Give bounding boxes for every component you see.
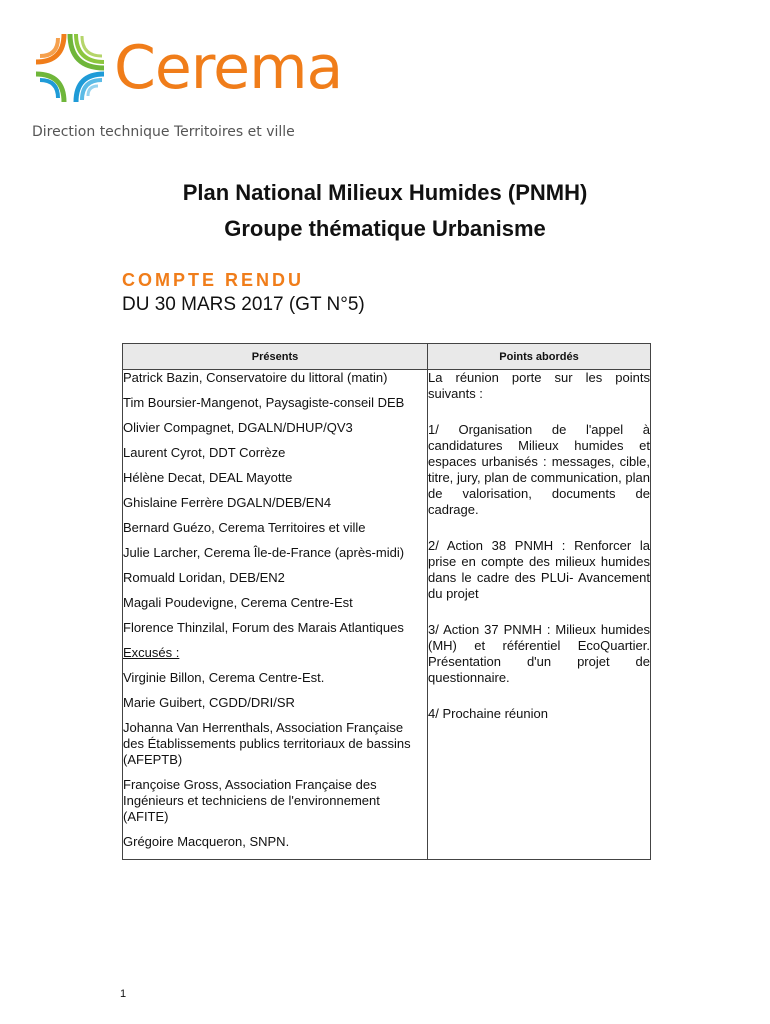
excuses-heading: Excusés : — [123, 645, 180, 660]
page-number: 1 — [120, 988, 127, 1000]
excused-item: Virginie Billon, Cerema Centre-Est. — [123, 670, 325, 685]
document-subtitle: Groupe thématique Urbanisme — [224, 216, 546, 241]
agenda-item: 2/ Action 38 PNMH : Renforcer la prise en compte des milieux humides dans le cadre des PLUi- Avancement du projet — [428, 538, 650, 601]
agenda-intro: La réunion porte sur les points suivants : — [428, 370, 650, 401]
attendee-item: Hélène Decat, DEAL Mayotte — [123, 470, 293, 485]
document-title: Plan National Milieux Humides (PNMH) — [182, 180, 588, 205]
attendee-item: Olivier Compagnet, DGALN/DHUP/QV3 — [123, 420, 353, 435]
excused-item: Marie Guibert, CGDD/DRI/SR — [123, 695, 295, 710]
attendees-cell — [123, 370, 428, 860]
excused-item: Françoise Gross, Association Française des Ingénieurs et techniciens de l'environnement (AFITE) — [123, 777, 380, 824]
attendee-item: Laurent Cyrot, DDT Corrèze — [123, 445, 286, 460]
header-points: Points abordés — [428, 344, 651, 370]
attendee-item: Ghislaine Ferrère DGALN/DEB/EN4 — [123, 495, 332, 510]
department-name: Direction technique Territoires et ville — [32, 124, 295, 140]
agenda-cell — [428, 370, 651, 860]
attendee-item: Tim Boursier-Mangenot, Paysagiste-conseil DEB — [123, 395, 405, 410]
agenda-item: 4/ Prochaine réunion — [428, 706, 548, 721]
excused-item: Johanna Van Herrenthals, Association Française des Établissements publics territoriaux de bassins (AFEPTB) — [123, 720, 411, 767]
attendee-item: Florence Thinzilal, Forum des Marais Atlantiques — [123, 620, 404, 635]
attendee-item: Patrick Bazin, Conservatoire du littoral (matin) — [123, 370, 388, 385]
agenda-item: 1/ Organisation de l'appel à candidatures Milieux humides et espaces urbanisés : messages, cible, titre, jury, plan de communication, plan de valorisation, documents de cadrage. — [428, 422, 650, 517]
brand-name: Cerema — [114, 33, 343, 103]
header-presents: Présents — [123, 344, 428, 370]
attendee-item: Julie Larcher, Cerema Île-de-France (après-midi) — [123, 545, 405, 560]
attendee-item: Magali Poudevigne, Cerema Centre-Est — [123, 595, 353, 610]
attendee-item: Romuald Loridan, DEB/EN2 — [123, 570, 285, 585]
meeting-table — [122, 343, 651, 860]
cerema-logo-icon — [30, 28, 110, 108]
report-date: DU 30 MARS 2017 (GT N°5) — [122, 294, 365, 315]
excused-item: Grégoire Macqueron, SNPN. — [123, 834, 290, 849]
attendee-item: Bernard Guézo, Cerema Territoires et ville — [123, 520, 366, 535]
agenda-item: 3/ Action 37 PNMH : Milieux humides (MH) et référentiel EcoQuartier. Présentation d'un projet de questionnaire. — [428, 622, 650, 685]
report-label: COMPTE RENDU — [122, 270, 305, 290]
